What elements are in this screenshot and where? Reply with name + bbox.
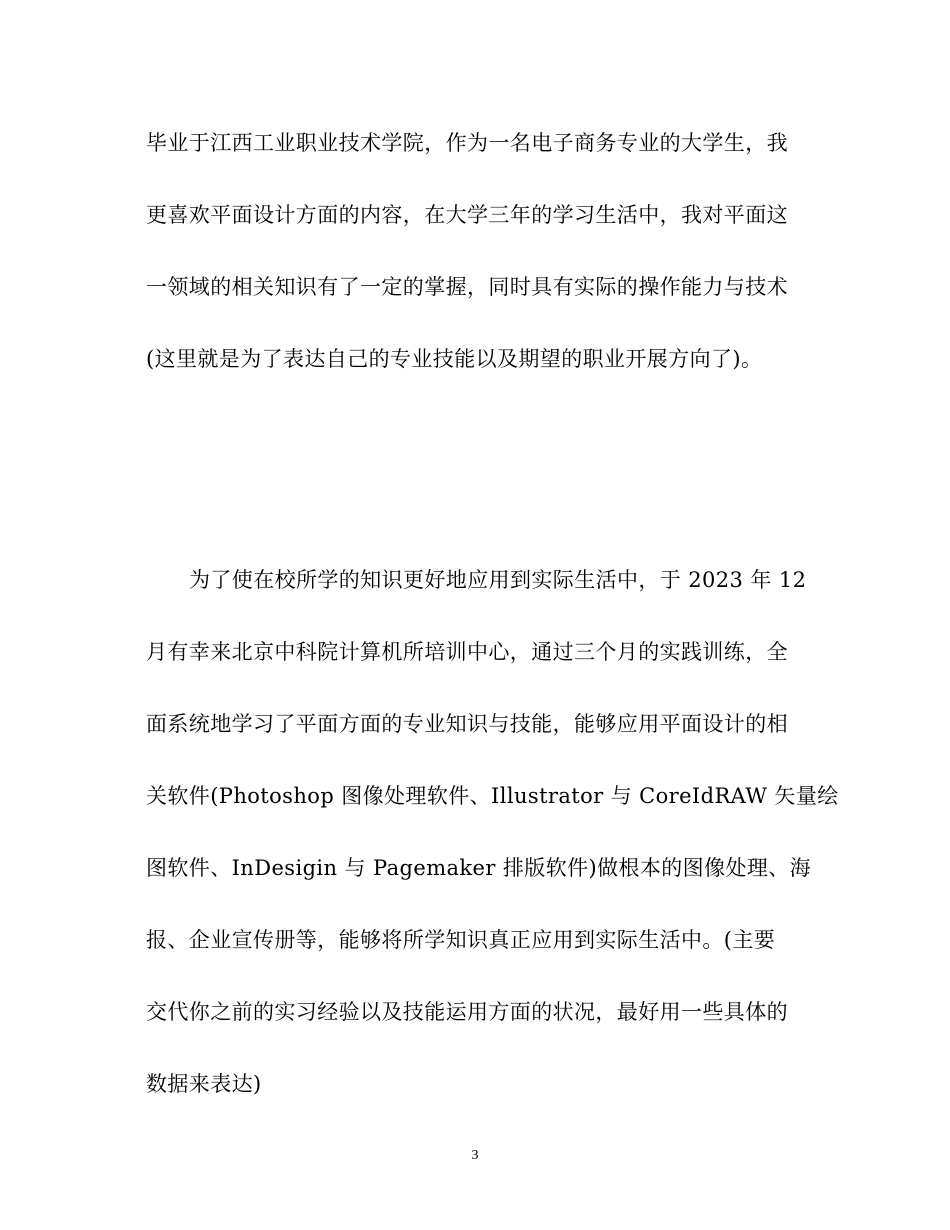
paragraph-line: 毕业于江西工业职业技术学院，作为一名电子商务专业的大学生，我 xyxy=(146,131,788,155)
paragraph-line: 图软件、InDesigin 与 Pagemaker 排版软件)做根本的图像处理、海 xyxy=(146,856,812,880)
paragraph-line: (这里就是为了表达自己的专业技能以及期望的职业开展方向了)。 xyxy=(146,347,763,371)
paragraph-line: 一领域的相关知识有了一定的掌握，同时具有实际的操作能力与技术 xyxy=(146,275,788,299)
paragraph-line: 交代你之前的实习经验以及技能运用方面的状况，最好用一些具体的 xyxy=(146,1000,788,1024)
paragraph-line: 报、企业宣传册等，能够将所学知识真正应用到实际生活中。(主要 xyxy=(146,928,776,952)
paragraph-line: 更喜欢平面设计方面的内容，在大学三年的学习生活中，我对平面这 xyxy=(146,203,788,227)
paragraph-line: 数据来表达) xyxy=(146,1072,262,1096)
paragraph-line: 关软件(Photoshop 图像处理软件、Illustrator 与 CoreIdRAW 矢量绘 xyxy=(146,784,839,808)
paragraph-line: 面系统地学习了平面方面的专业知识与技能，能够应用平面设计的相 xyxy=(146,712,788,736)
paragraph-line: 月有幸来北京中科院计算机所培训中心，通过三个月的实践训练，全 xyxy=(146,640,788,664)
paragraph-line: 为了使在校所学的知识更好地应用到实际生活中，于 2023 年 12 xyxy=(189,568,807,592)
page-number: 3 xyxy=(471,1148,479,1163)
